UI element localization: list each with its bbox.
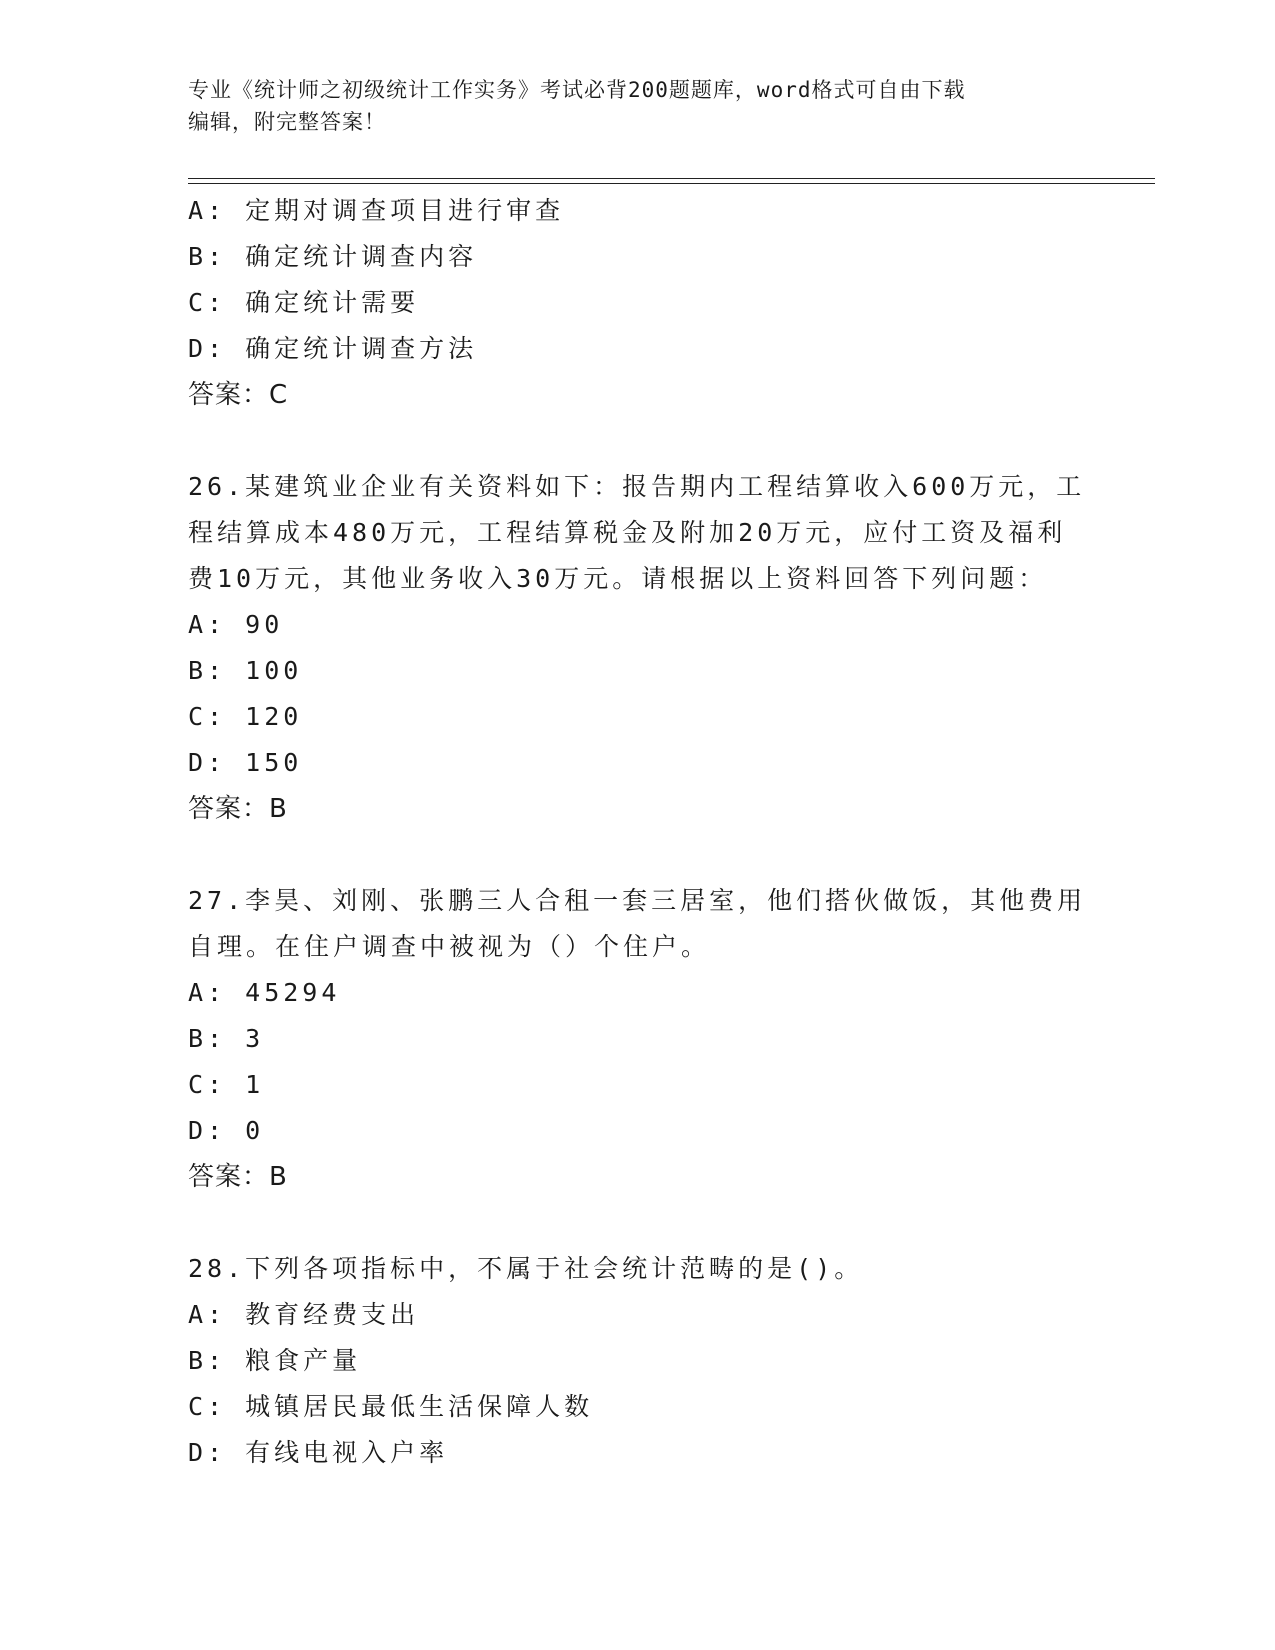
option-c: C: 1 (188, 1070, 265, 1099)
option-b: B: 确定统计调查内容 (188, 242, 478, 271)
option-d: D: 有线电视入户率 (188, 1438, 449, 1467)
option-a: A: 定期对调查项目进行审查 (188, 196, 565, 225)
question-stem-line: 26.某建筑业企业有关资料如下：报告期内工程结算收入600万元，工 (188, 472, 1086, 501)
question-stem (188, 1246, 1088, 1292)
option-c: C: 120 (188, 702, 303, 731)
option-a: A: 90 (188, 610, 284, 639)
spacer (188, 1200, 1088, 1246)
question-stem-line: 费10万元，其他业务收入30万元。请根据以上资料回答下列问题： (188, 564, 1048, 593)
question-26 (188, 464, 1088, 832)
option-a: A: 教育经费支出 (188, 1300, 420, 1329)
question-27 (188, 878, 1088, 1200)
question-stem-line: 程结算成本480万元，工程结算税金及附加20万元，应付工资及福利 (188, 518, 1067, 547)
question-stem-line: 27.李昊、刘刚、张鹏三人合租一套三居室，他们搭伙做饭，其他费用 (188, 886, 1087, 915)
question-content (188, 188, 1088, 1476)
option-c: C: 确定统计需要 (188, 288, 420, 317)
option-b: B: 粮食产量 (188, 1346, 362, 1375)
spacer (188, 418, 1088, 464)
question-stem-line: 自理。在住户调查中被视为（）个住户。 (188, 932, 711, 961)
option-b: B: 100 (188, 656, 303, 685)
option-d: D: 0 (188, 1116, 265, 1145)
question-28 (188, 1246, 1088, 1476)
question-25-tail (188, 188, 1088, 418)
question-stem (188, 464, 1088, 602)
answer: 答案：B (188, 1162, 288, 1192)
option-c: C: 城镇居民最低生活保障人数 (188, 1392, 594, 1421)
question-stem (188, 878, 1088, 970)
option-d: D: 确定统计调查方法 (188, 334, 478, 363)
question-stem-line: 28.下列各项指标中，不属于社会统计范畴的是()。 (188, 1254, 864, 1283)
header-line-2: 编辑，附完整答案！ (188, 110, 386, 134)
header-rule-bottom (188, 183, 1155, 184)
option-d: D: 150 (188, 748, 303, 777)
spacer (188, 832, 1088, 878)
answer: 答案：B (188, 794, 288, 824)
option-b: B: 3 (188, 1024, 265, 1053)
header-line-1: 专业《统计师之初级统计工作实务》考试必背200题题库，word格式可自由下载 (188, 78, 966, 102)
answer: 答案：C (188, 380, 289, 410)
header-rule-top (188, 178, 1155, 179)
document-header (188, 74, 1088, 138)
option-a: A: 45294 (188, 978, 341, 1007)
